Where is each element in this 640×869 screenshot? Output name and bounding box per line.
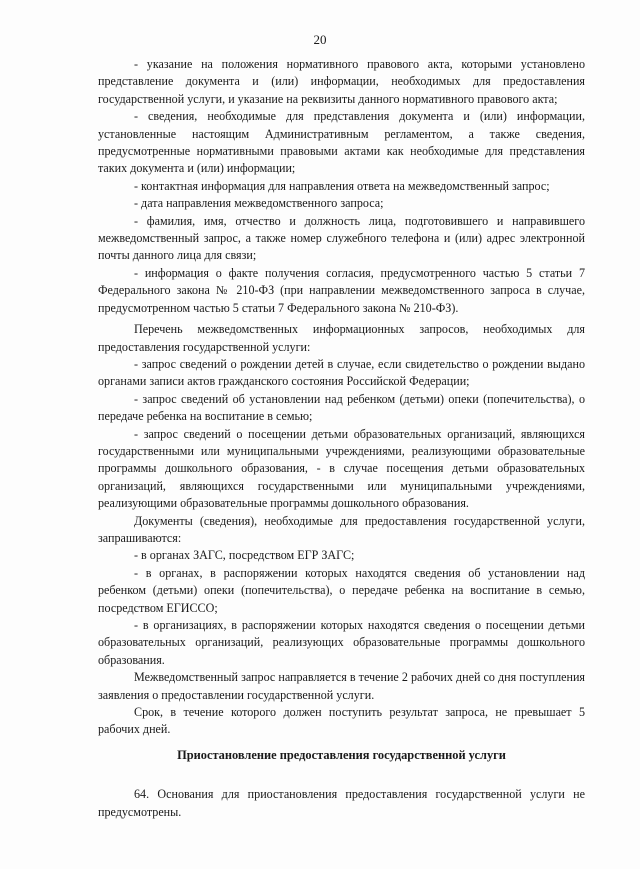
paragraph: - сведения, необходимые для представления документа и (или) информации, установленные настоящим Административным регламентом, а также сведения, предусмотренные нормативными правовыми актами как необходимые для представления таких документа и (или) информации; <box>98 109 585 176</box>
paragraph: - указание на положения нормативного правового акта, которыми установлено представление документа и (или) информации, необходимых для предоставления государственной услуги, и указание на реквизиты данного нормативного правового акта; <box>98 57 585 106</box>
paragraph: - в органах, в распоряжении которых находятся сведения об установлении над ребенком (детьми) опеки (попечительства), о передаче ребенка на воспитание в семью, посредством ЕГИССО; <box>98 565 585 615</box>
paragraph: - фамилия, имя, отчество и должность лица, подготовившего и направившего межведомственный запрос, а также номер служебного телефона и (или) адрес электронной почты данного лица для связи; <box>98 213 585 263</box>
paragraph: - контактная информация для направления ответа на межведомственный запрос; <box>134 178 550 193</box>
paragraph: - дата направления межведомственного запроса; <box>134 196 384 211</box>
paragraph: - запрос сведений о рождении детей в случае, если свидетельство о рождении выдано органами записи актов гражданского состояния Российской Федерации; <box>98 356 585 389</box>
paragraph: Перечень межведомственных информационных запросов, необходимых для предоставления государственной услуги: <box>98 322 585 354</box>
section-heading: Приостановление предоставления государственной услуги <box>177 747 506 762</box>
paragraph: - в органах ЗАГС, посредством ЕГР ЗАГС; <box>134 548 355 563</box>
paragraph: - в организациях, в распоряжении которых находятся сведения о посещении детьми образовательных организаций, реализующих образовательные программы дошкольного образования. <box>98 618 585 667</box>
document-body <box>98 56 585 821</box>
paragraph: Межведомственный запрос направляется в течение 2 рабочих дней со дня поступления заявления о предоставлении государственной услуги. <box>98 670 585 702</box>
paragraph: Документы (сведения), необходимые для предоставления государственной услуги, запрашиваются: <box>98 513 585 545</box>
paragraph: - запрос сведений о посещении детьми образовательных организаций, являющихся государственными или муниципальными учреждениями, реализующими образовательные программы дошкольного образования, - в случае посещения детьми образовательных организаций, являющихся государственными или муниципальными учреждениями, реализующими образовательные программы дошкольного образования. <box>98 426 585 511</box>
paragraph: - запрос сведений об установлении над ребенком (детьми) опеки (попечительства), о передаче ребенка на воспитание в семью; <box>98 391 585 424</box>
paragraph: 64. Основания для приостановления предоставления государственной услуги не предусмотрены. <box>98 787 585 819</box>
page-number: 20 <box>313 32 327 47</box>
paragraph: Срок, в течение которого должен поступить результат запроса, не превышает 5 рабочих дней. <box>98 705 585 737</box>
paragraph: - информация о факте получения согласия, предусмотренного частью 5 статьи 7 Федерального закона № 210-ФЗ (при направлении межведомственного запроса в случае, предусмотренном частью 5 статьи 7 Федерального закона № 210-ФЗ). <box>98 265 585 315</box>
